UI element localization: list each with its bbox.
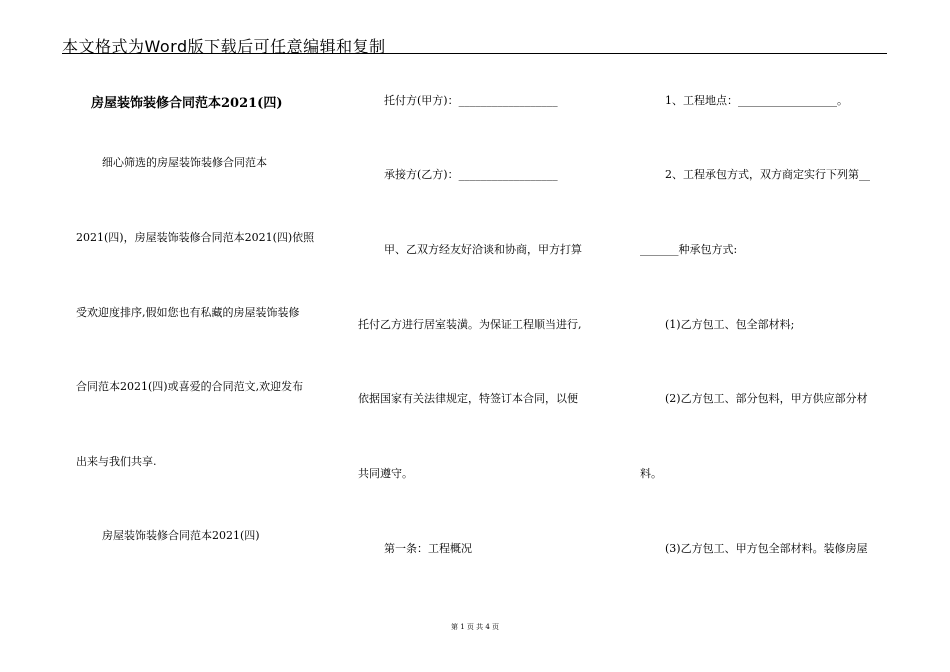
col2-line-7: 第一条：工程概况 <box>384 542 472 555</box>
col1-line-2: 2021(四)，房屋装饰装修合同范本2021(四)依照 <box>76 231 315 244</box>
col1-line-1: 细心筛选的房屋装饰装修合同范本 <box>102 156 267 169</box>
header-divider <box>62 53 887 54</box>
col1-line-3: 受欢迎度排序,假如您也有私藏的房屋装饰装修 <box>76 306 300 319</box>
col2-line-2: 承接方(乙方)：__________________ <box>384 168 558 181</box>
col2-line-6: 共同遵守。 <box>358 467 413 480</box>
col3-line-7: (3)乙方包工、甲方包全部材料。装修房屋 <box>665 542 868 555</box>
col3-line-5: (2)乙方包工、部分包料，甲方供应部分材 <box>665 392 868 405</box>
col2-line-4: 托付乙方进行居室装潢。为保证工程顺当进行, <box>358 318 582 331</box>
col1-line-5: 出来与我们共享. <box>76 455 157 468</box>
col2-line-3: 甲、乙双方经友好洽谈和协商，甲方打算 <box>384 243 582 256</box>
col1-line-6: 房屋装饰装修合同范本2021(四) <box>102 529 260 542</box>
col3-line-3: _______种承包方式: <box>640 243 738 256</box>
col3-line-6: 料。 <box>640 467 662 480</box>
col1-line-4: 合同范本2021(四)或喜爱的合同范文,欢迎发布 <box>76 380 304 393</box>
document-title: 房屋装饰装修合同范本2021(四) <box>91 96 283 111</box>
document-banner: 本文格式为Word版下载后可任意编辑和复制 <box>62 37 386 56</box>
col3-line-2: 2、工程承包方式，双方商定实行下列第__ <box>665 168 870 181</box>
col2-line-5: 依据国家有关法律规定，特签订本合同，以便 <box>358 392 578 405</box>
col2-line-1: 托付方(甲方)：__________________ <box>384 94 558 107</box>
col3-line-4: (1)乙方包工、包全部材料; <box>665 318 795 331</box>
col3-line-1: 1、工程地点：__________________。 <box>665 94 848 107</box>
page-number: 第 1 页 共 4 页 <box>450 623 500 631</box>
